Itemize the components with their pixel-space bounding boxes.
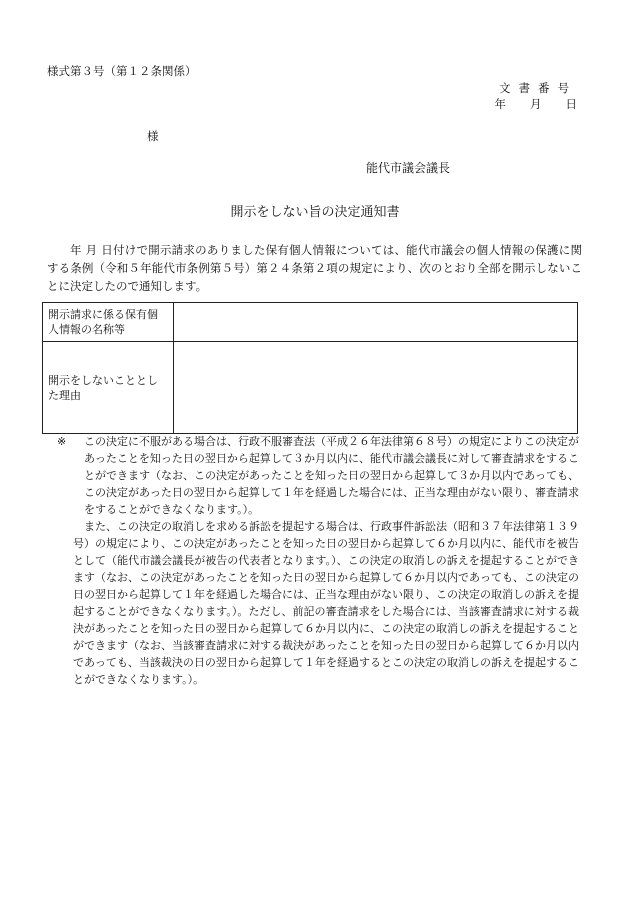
date-month-label: 月	[530, 97, 542, 111]
addressee-suffix: 様	[147, 129, 159, 143]
sender-name: 能代市議会議長	[366, 161, 451, 175]
document-title: 開示をしない旨の決定通知書	[230, 205, 400, 220]
info-table	[42, 302, 578, 434]
table-value-reason	[174, 342, 578, 434]
note-section	[47, 433, 579, 688]
document-number-label: 文書番号	[499, 81, 577, 95]
table-row	[43, 303, 578, 342]
date-day-label: 日	[565, 97, 577, 111]
table-label-info-name: 開示請求に係る保有個人情報の名称等	[43, 303, 174, 342]
table-row	[43, 342, 578, 434]
note-mark: ※	[57, 435, 67, 448]
table-value-info-name	[174, 303, 578, 342]
note-paragraph-appeal: この決定に不服がある場合は、行政不服審査法（平成２６年法律第６８号）の規定によりこの決定があったことを知った日の翌日から起算して３か月以内に、能代市議会議長に対して審査請求をすることができます（なお、この決定があったことを知った日の翌日から起算して３か月以内であっても、この決定があった日の翌日から起算して１年を経過した場合には、正当な理由がない限り、審査請求をすることができなくなります。）。	[84, 435, 579, 516]
form-label: 様式第３号（第１２条関係）	[47, 64, 197, 78]
body-paragraph: 年 月 日付けで開示請求のありました保有個人情報については、能代市議会の個人情報の保護に関する条例（令和５年能代市条例第５号）第２４条第２項の規定により、次のとおり全部を開示しないことに決定したので通知します。	[47, 243, 582, 293]
note-paragraph-lawsuit: また、この決定の取消しを求める訴訟を提起する場合は、行政事件訴訟法（昭和３７年法律第１３９号）の規定により、この決定があったことを知った日の翌日から起算して６か月以内に、能代市を被告として（能代市議会議長が被告の代表者となります。）、この決定の取消しの訴えを提起することができます（なお、この決定があったことを知った日の翌日から起算して６か月以内であっても、この決定の日の翌日から起算して１年を経過した場合には、正当な理由がない限り、この決定の取消しの訴えを提起することができなくなります。）。ただし、前記の審査請求をした場合には、当該審査請求に対する裁決があったことを知った日の翌日から起算して６か月以内に、この決定の取消しの訴えを提起することができます（なお、当該審査請求に対する裁決があったことを知った日の翌日から起算して６か月以内であっても、当該裁決の日の翌日から起算して１年を経過するとこの決定の取消しの訴えを提起することができなくなります。）。	[73, 520, 579, 686]
date-year-label: 年	[494, 97, 506, 111]
document-date	[495, 99, 578, 111]
table-label-reason: 開示をしないこととした理由	[43, 342, 174, 434]
